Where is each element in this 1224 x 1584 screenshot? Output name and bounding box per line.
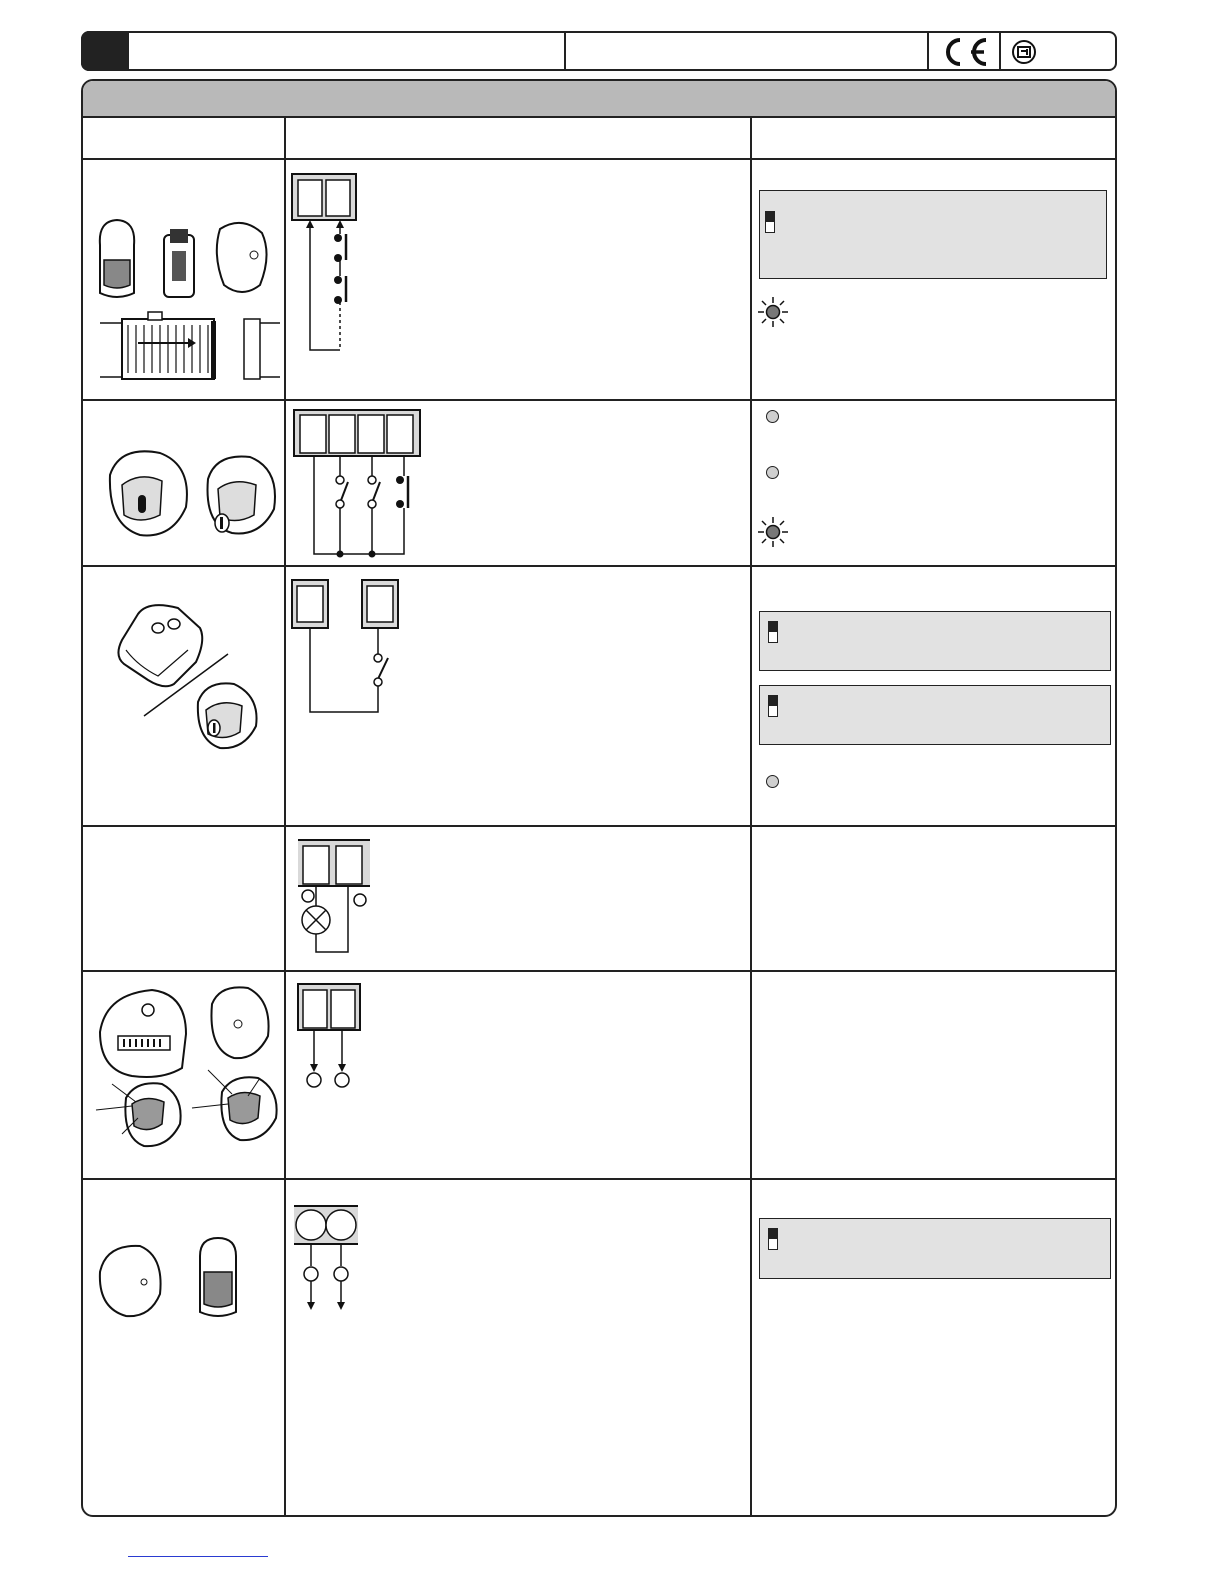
- keyselector-icon: [198, 683, 257, 748]
- row-divider: [83, 399, 1115, 401]
- ce-mark-icon: [938, 36, 992, 68]
- sliding-gate-icon: [100, 312, 280, 379]
- column-header-device: [90, 124, 280, 152]
- safety-wiring-diagram: [290, 172, 370, 357]
- header-title: [140, 40, 540, 62]
- row-divider: [83, 1178, 1115, 1180]
- keyselector-illustration: [100, 445, 282, 545]
- keyselector-icon: [208, 456, 276, 533]
- row-divider: [83, 825, 1115, 827]
- dip-switch-panel: [759, 190, 1107, 279]
- dip-switch-panel: [759, 1218, 1111, 1279]
- dip-switch: [768, 695, 778, 717]
- dip-switch: [765, 211, 775, 233]
- remote-control-icon: [118, 605, 202, 686]
- photocell-icon: [100, 220, 134, 297]
- footer-link[interactable]: [128, 1556, 268, 1557]
- photocell-keyselector-illustration: [96, 1238, 246, 1322]
- keyselector-icon: [211, 987, 268, 1058]
- dip-switch-panel: [759, 685, 1111, 745]
- column-divider: [750, 116, 752, 1515]
- keyselector-icon: [100, 1246, 161, 1316]
- led-off-icon: [766, 775, 779, 788]
- keyselector-icon: [110, 451, 187, 535]
- led-off-icon: [766, 410, 779, 423]
- keypad-wiring-diagram: [296, 982, 366, 1088]
- reader-icon: [96, 1083, 181, 1146]
- keypad-icon: [100, 990, 186, 1077]
- section-title-band: [83, 81, 1115, 118]
- column-divider: [284, 116, 286, 1515]
- row-divider: [83, 565, 1115, 567]
- header-model: [580, 40, 910, 62]
- safety-devices-illustration: [92, 215, 282, 385]
- row-divider: [83, 158, 1115, 160]
- led-blinking-icon: [757, 296, 789, 328]
- dip-switch: [768, 621, 778, 643]
- flashing-lamp-wiring-diagram: [296, 838, 374, 958]
- reader-icon: [192, 1070, 277, 1140]
- led-blinking-icon: [757, 516, 789, 548]
- header-divider: [927, 31, 929, 71]
- led-off-icon: [766, 466, 779, 479]
- column-header-wiring: [292, 124, 742, 152]
- header-divider: [999, 31, 1001, 71]
- safety-edge-icon: [164, 229, 194, 297]
- language-tab-marker: [81, 31, 129, 71]
- row-divider: [83, 970, 1115, 972]
- manual-book-icon: [1010, 40, 1038, 64]
- column-header-settings: [758, 124, 1108, 152]
- photocell-icon: [200, 1238, 236, 1316]
- keyselector-icon: [217, 223, 267, 292]
- dip-switch: [768, 1228, 778, 1250]
- keypad-proximity-illustration: [92, 984, 282, 1154]
- radio-keyselector-illustration: [108, 600, 268, 760]
- photocell-wiring-diagram: [292, 1204, 362, 1316]
- lamp-icon: [302, 906, 330, 934]
- header-divider: [564, 31, 566, 71]
- radio-wiring-diagram: [290, 578, 402, 716]
- dip-switch-panel: [759, 611, 1111, 671]
- command-wiring-diagram: [292, 408, 422, 558]
